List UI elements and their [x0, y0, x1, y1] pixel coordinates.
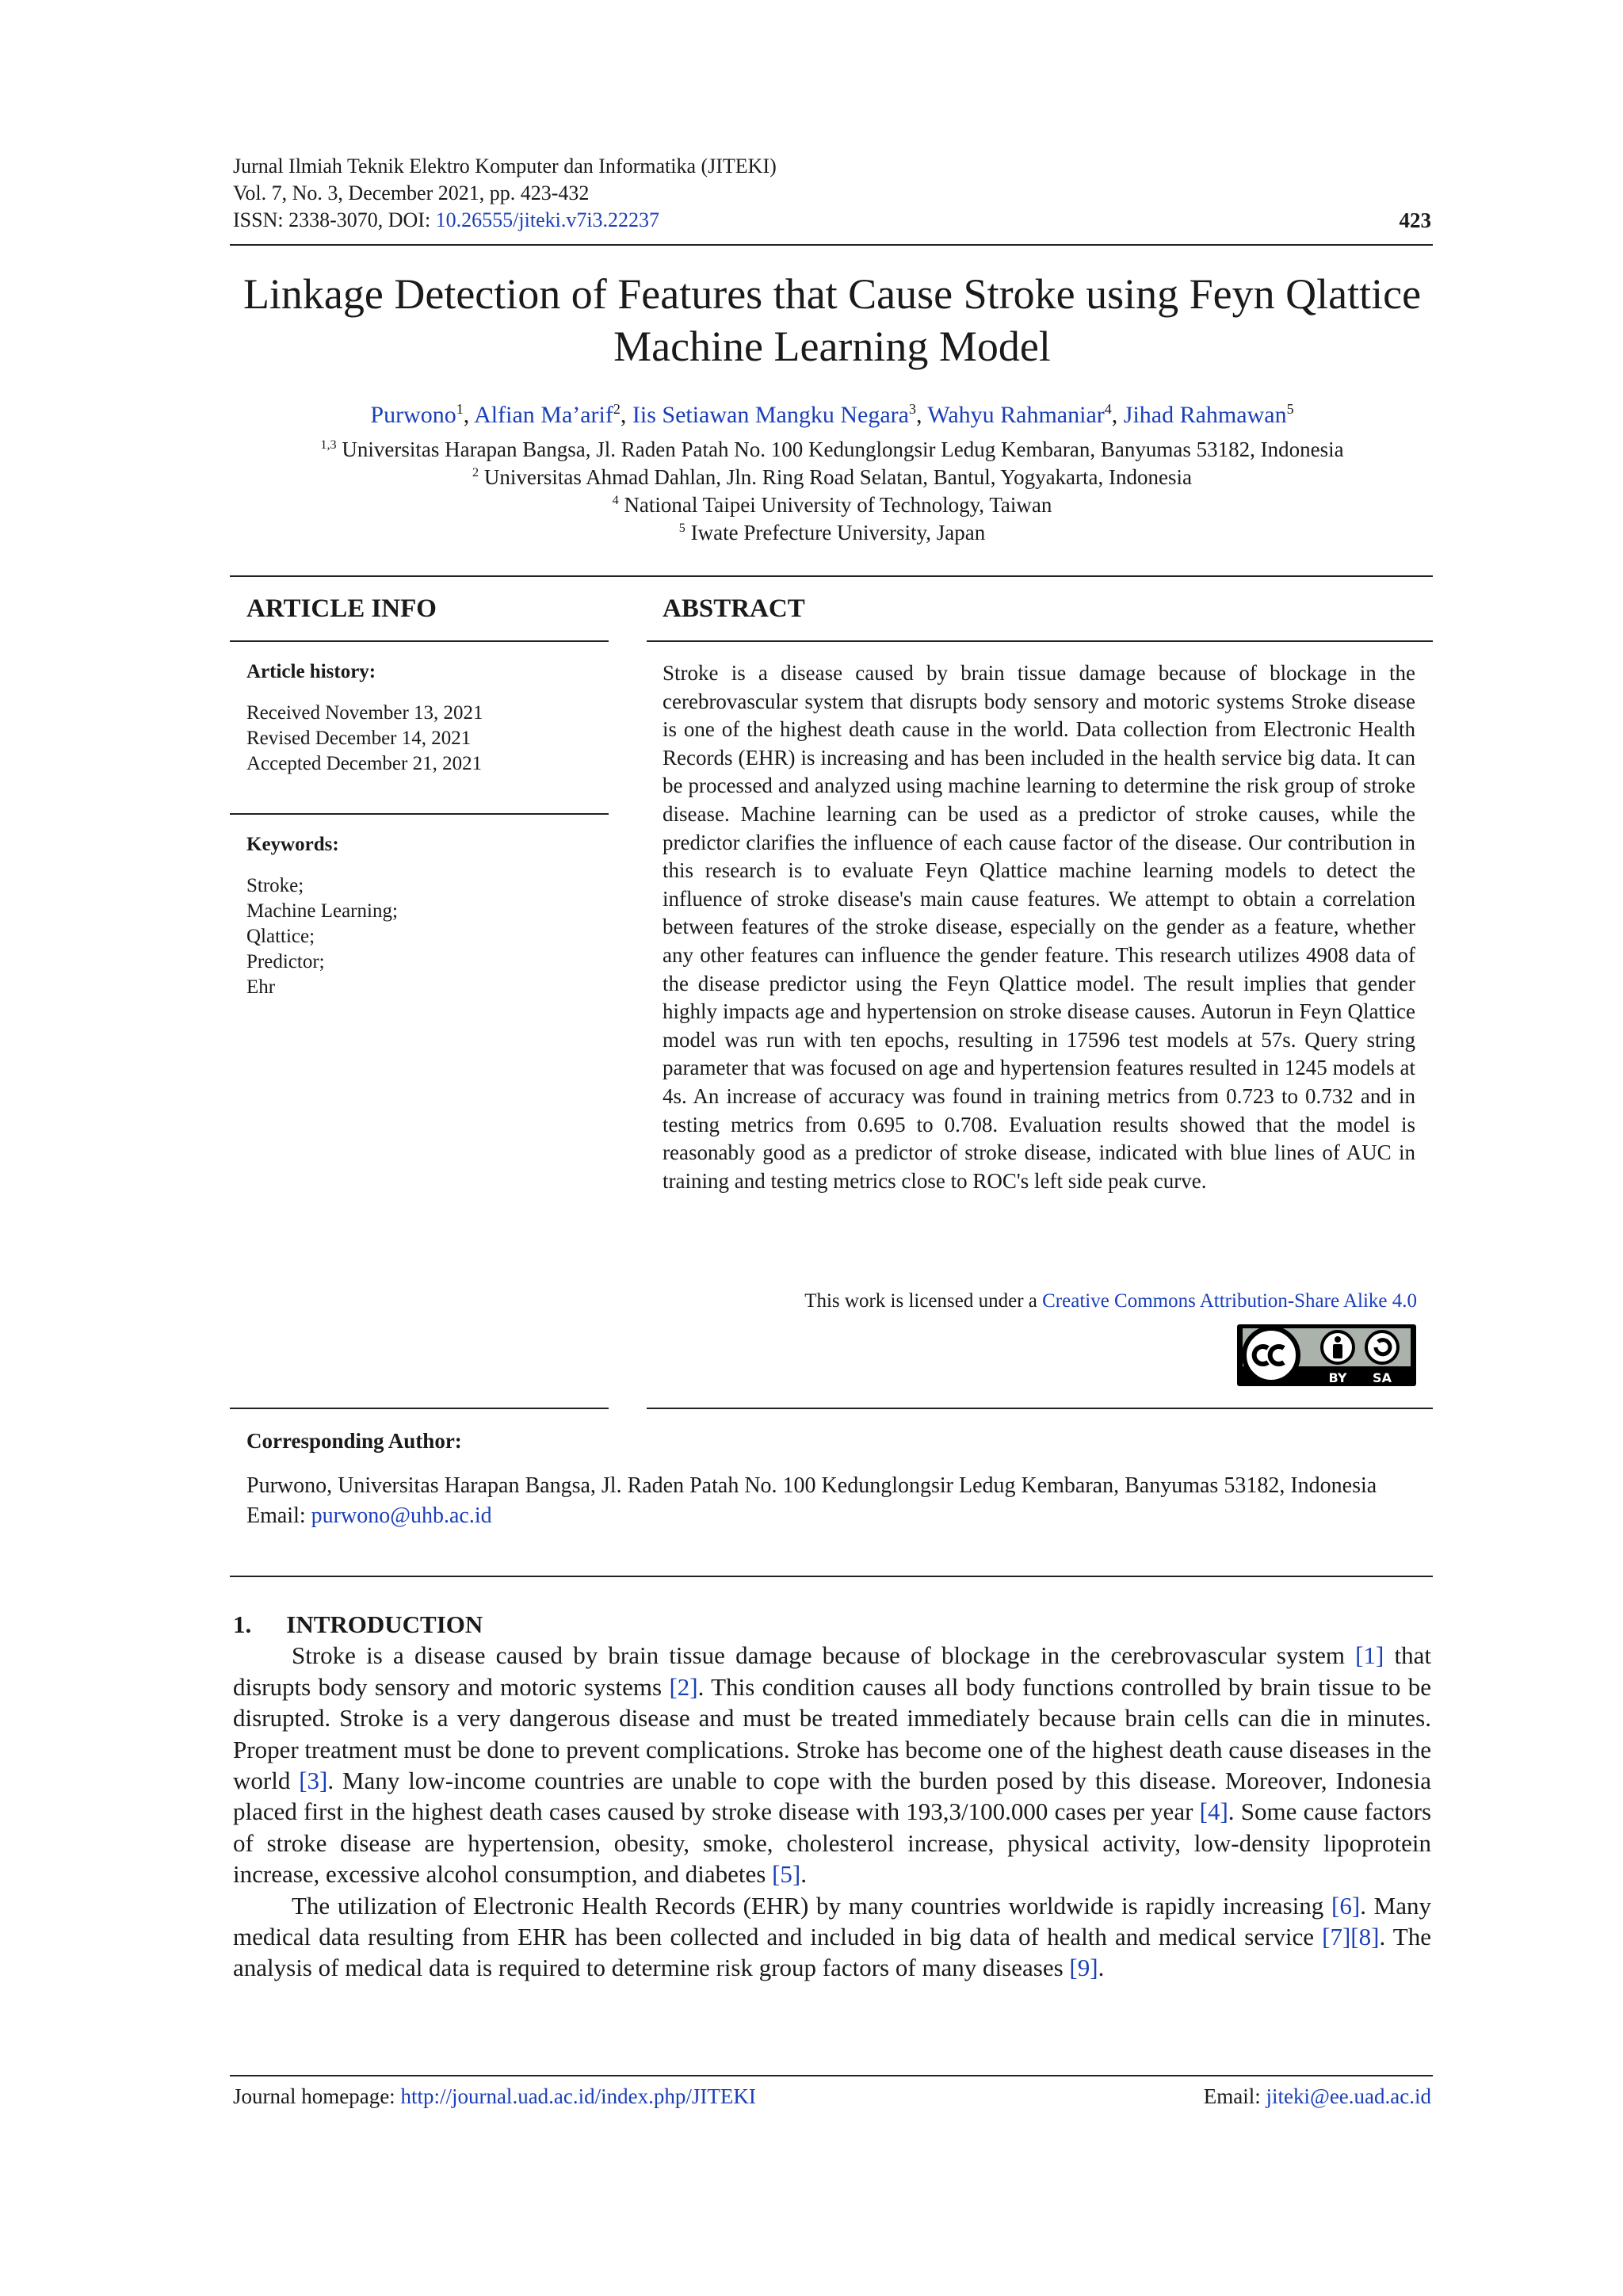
keyword: Stroke; — [246, 875, 304, 896]
abstract-bottom-divider — [647, 1408, 1433, 1409]
intro-paragraph-1: Stroke is a disease caused by brain tissue damage because of blockage in the cerebrovascular system [1] that disrupts body sensory and motoric systems [2]. This condition causes all body functions controlled by brain tissue to be disrupted. Stroke is a very dangerous disease and must be treated immediately because brain cells can die in minutes. Proper treatment must be done to prevent complications. Stroke has become one of the highest death cause diseases in the world [3]. Many low-income countries are unable to cope with the burden posed by this disease. Moreover, Indonesia placed first in the highest death cases caused by stroke disease with 193,3/100.000 cases per year [4]. Some cause factors of stroke disease are hypertension, obesity, smoke, cholesterol increase, physical activity, low-density lipoprotein increase, excessive alcohol consumption, and diabetes [5]. — [233, 1641, 1432, 1889]
attribution-head — [1335, 1336, 1341, 1343]
author-list: Purwono$^1$, Alfian Ma’arif$^2$, Iis Setiawan Mangku Negara$^3$, Wahyu Rahmaniar$^4$, Jihad Rahmawan$^5$ — [370, 401, 1294, 428]
affiliation — [233, 519, 1431, 546]
keyword: Qlattice; — [246, 926, 315, 947]
footer-divider — [230, 2075, 1433, 2076]
author-sup: 2 — [613, 401, 621, 417]
article-info-divider — [230, 640, 609, 642]
cc-by-sa-badge-icon[interactable] — [1236, 1324, 1417, 1387]
license-prefix: This work is licensed under a — [804, 1290, 1043, 1312]
introduction-section — [233, 1609, 1431, 1984]
attribution-body — [1333, 1344, 1342, 1358]
share-alike-icon — [1366, 1331, 1398, 1363]
license-line — [804, 1289, 1417, 1314]
footer-email-label: Email: — [1203, 2084, 1266, 2108]
cc-sa-label: SA — [1373, 1370, 1392, 1385]
affiliation-sup: 1,3 — [320, 437, 337, 452]
running-header — [233, 153, 1431, 234]
author-link[interactable]: Jihad Rahmawan — [1123, 402, 1287, 428]
affiliation-text: National Taipei University of Technology, Taiwan — [624, 493, 1052, 517]
author-sup: 5 — [1286, 401, 1294, 417]
author-link[interactable]: Purwono — [370, 402, 456, 428]
affiliation-sup: 4 — [612, 493, 619, 507]
keyword: Predictor; — [246, 951, 325, 972]
citation-link[interactable]: [4] — [1199, 1797, 1228, 1826]
affiliation-sup: 2 — [472, 465, 479, 479]
history-label: Article history: — [246, 661, 376, 682]
abstract-text: Stroke is a disease caused by brain tissue damage because of blockage in the cerebrovascular system that disrupts body sensory and motoric systems Stroke disease is one of the highest death cause in the world. Data collection from Electronic Health Records (EHR) is increasing and has been included in the health service big data. It can be processed and analyzed using machine learning to determine the risk group of stroke disease. Machine learning can be used as a predictor of stroke causes, while the predictor clarifies the influence of each cause factor of the disease. Our contribution in this research is to evaluate Feyn Qlattice machine learning models to detect the influence of stroke disease's main cause features. We attempt to obtain a correlation between features of the stroke disease, especially on the gender as a feature, whether any other features can influence the gender feature. This research utilizes 4908 data of the disease predictor using the Feyn Qlattice model. The result implies that gender highly impacts age and hypertension on stroke disease causes. Autorun in Feyn Qlattice model was run with ten epochs, resulting in 17596 test models at 57s. Query string parameter that was focused on age and hypertension features resulted in 1245 models at 4s. An increase of accuracy was found in training metrics from 0.723 to 0.732 and in testing metrics from 0.695 to 0.708. Evaluation results showed that the model is reasonably good as a predictor of stroke disease, indicated with blue lines of AUC in training and testing metrics close to ROC's left side peak curve. — [663, 661, 1415, 1193]
citation-link[interactable]: [5] — [772, 1860, 801, 1889]
homepage-link[interactable]: http://journal.uad.ac.id/index.php/JITEKI — [400, 2084, 756, 2108]
citation-link[interactable]: [1] — [1355, 1641, 1384, 1670]
affiliation — [233, 491, 1431, 518]
affiliation — [233, 436, 1431, 463]
volume-info: Vol. 7, No. 3, December 2021, pp. 423-432 — [233, 181, 590, 204]
author-sup: 3 — [908, 401, 916, 417]
citation-link[interactable]: [9] — [1069, 1954, 1098, 1982]
affiliation-text: Iwate Prefecture University, Japan — [690, 521, 986, 544]
accepted-date: Accepted December 21, 2021 — [246, 753, 483, 774]
author-link[interactable]: Alfian Ma’arif — [474, 402, 613, 428]
journal-name: Jurnal Ilmiah Teknik Elektro Komputer dan Informatika (JITEKI) — [233, 155, 777, 178]
corresponding-heading: Corresponding Author: — [246, 1429, 462, 1453]
issn-doi-line — [233, 207, 1431, 234]
homepage-label: Journal homepage: — [233, 2084, 401, 2108]
corresponding-address: Purwono, Universitas Harapan Bangsa, Jl. Raden Patah No. 100 Kedunglongsir Ledug Kembaran, Banyumas 53182, Indonesia — [246, 1473, 1377, 1498]
citation-link[interactable]: [3] — [299, 1767, 328, 1795]
keyword: Ehr — [246, 976, 276, 998]
author-link[interactable]: Wahyu Rahmaniar — [927, 402, 1105, 428]
email-label: Email: — [246, 1503, 311, 1528]
keyword: Machine Learning; — [246, 900, 398, 922]
author-sup: 1 — [456, 401, 464, 417]
keyword-list — [246, 873, 398, 1000]
citation-link[interactable]: [6] — [1331, 1891, 1361, 1920]
issn-label: ISSN: 2338-3070, DOI: — [233, 208, 436, 231]
corresponding-email-link[interactable]: purwono@uhb.ac.id — [311, 1503, 492, 1528]
paper-title: Linkage Detection of Features that Cause Stroke using Feyn Qlattice Machine Learning Model — [242, 270, 1422, 370]
keywords-divider — [230, 813, 609, 815]
author-link[interactable]: Iis Setiawan Mangku Negara — [632, 402, 909, 428]
page-number: 423 — [1399, 208, 1431, 232]
affiliation-text: Universitas Harapan Bangsa, Jl. Raden Patah No. 100 Kedunglongsir Ledug Kembaran, Banyumas 53182, Indonesia — [342, 437, 1344, 461]
citation-link[interactable]: [2] — [669, 1672, 698, 1701]
abstract-divider — [647, 640, 1433, 642]
author-sup: 4 — [1104, 401, 1112, 417]
license-link[interactable]: Creative Commons Attribution-Share Alike 4.0 — [1042, 1290, 1417, 1312]
affiliation-sup: 5 — [678, 521, 685, 535]
keywords-label: Keywords: — [246, 834, 339, 855]
citation-link[interactable]: [7][8] — [1322, 1923, 1380, 1951]
cc-by-label: BY — [1328, 1370, 1347, 1385]
affiliation-text: Universitas Ahmad Dahlan, Jln. Ring Road Selatan, Bantul, Yogyakarta, Indonesia — [483, 465, 1192, 489]
abstract-heading: ABSTRACT — [663, 594, 805, 623]
revised-date: Revised December 14, 2021 — [246, 728, 472, 749]
article-info-heading: ARTICLE INFO — [246, 594, 437, 623]
section-number: 1. — [233, 1610, 252, 1638]
affiliation — [233, 464, 1431, 491]
corresponding-divider — [230, 1576, 1433, 1577]
header-divider — [230, 244, 1433, 246]
corresponding-email-line — [246, 1501, 1431, 1531]
info-bottom-divider — [230, 1408, 609, 1409]
footer-email — [1204, 2083, 1431, 2110]
section-heading — [233, 1609, 1431, 1640]
received-date: Received November 13, 2021 — [246, 702, 483, 724]
section-title: INTRODUCTION — [286, 1610, 483, 1638]
doi-link[interactable]: 10.26555/jiteki.v7i3.22237 — [435, 208, 660, 231]
footer-homepage — [233, 2083, 756, 2110]
footer-email-link[interactable]: jiteki@ee.uad.ac.id — [1266, 2084, 1431, 2108]
corresponding-author — [246, 1427, 1431, 1531]
section-divider — [230, 575, 1433, 577]
intro-paragraph-2: The utilization of Electronic Health Records (EHR) by many countries worldwide is rapidly increasing [6]. Many medical data resulting from EHR has been collected and included in big data of health and medical service [7][8]. The analysis of medical data is required to determine risk group factors of many diseases [9]. — [233, 1891, 1431, 1982]
history-list — [246, 701, 483, 777]
